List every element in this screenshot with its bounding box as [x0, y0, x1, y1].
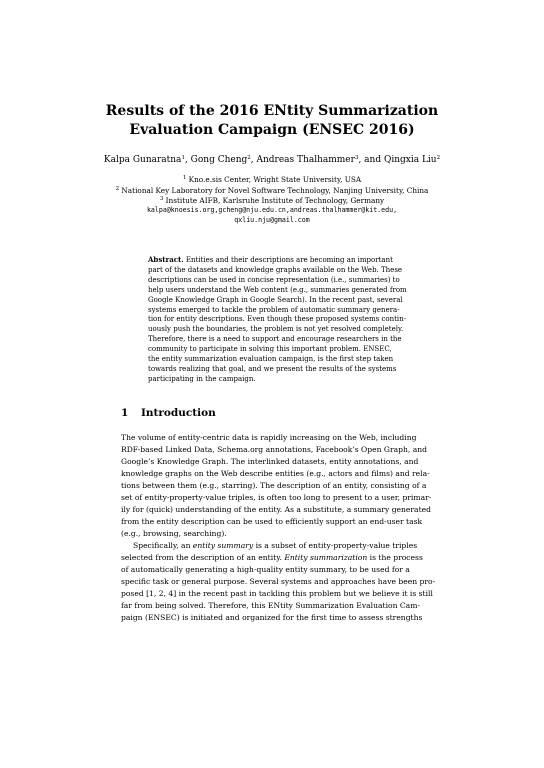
section-title: Introduction — [141, 407, 216, 419]
body-line: ily for (quick) understanding of the entity. As a substitute, a summary generated — [121, 505, 431, 514]
body-line: posed [1, 2, 4] in the recent past in tackling this problem but we believe it is still — [121, 589, 433, 598]
abstract-line: help users understand the Web content (e.g., summaries generated from — [148, 285, 407, 294]
email-line-1: kalpa@knoesis.org,gcheng@nju.edu.cn,andreas.thalhammer@kit.edu, — [146, 206, 398, 215]
abstract-label: Abstract. — [148, 255, 184, 264]
author-mark: 1 — [181, 155, 185, 161]
abstract-line: towards realizing that goal, and we present the results of the systems — [148, 364, 397, 373]
abstract-text: Entities and their descriptions are becoming an important — [185, 256, 393, 264]
abstract-line: participating in the campaign. — [148, 374, 256, 383]
affiliation — [0, 185, 544, 196]
author-name: Kalpa Gunaratna — [103, 155, 182, 165]
affiliation-mark: 3 — [159, 196, 164, 203]
section-heading — [121, 407, 216, 419]
affiliation — [0, 174, 544, 185]
emphasis-term: entity summary — [192, 541, 254, 550]
emphasis-term: Entity summarization — [284, 553, 368, 562]
body-line: paign (ENSEC) is initiated and organized for the first time to assess strengths — [121, 613, 423, 622]
author-name: Andreas Thalhammer — [256, 155, 355, 165]
paper-title — [0, 102, 544, 140]
affiliation-mark: 2 — [115, 185, 120, 192]
email-line-2: qxliu.nju@gmail.com — [234, 215, 310, 224]
affiliation-text: National Key Laboratory for Novel Software Technology, Nanjing University, China — [121, 185, 429, 195]
body-line: (e.g., browsing, searching). — [121, 529, 227, 538]
abstract-line: Therefore, there is a need to support and encourage researchers in the — [148, 335, 402, 344]
author-separator: , and — [358, 155, 384, 165]
body-text-run: is a subset of entity-property-value triples — [253, 541, 418, 550]
abstract — [148, 255, 418, 385]
body-text-run: is the process — [367, 553, 423, 562]
author-name: Qingxia Liu — [383, 155, 437, 165]
affiliation — [0, 195, 544, 206]
title-line-1: Results of the 2016 ENtity Summarization — [105, 103, 439, 119]
affiliation-text: Kno.e.sis Center, Wright State University, USA — [188, 175, 362, 184]
abstract-line: Google Knowledge Graph in Google Search). In the recent past, several — [148, 295, 403, 304]
affiliation-mark: 1 — [182, 175, 187, 181]
affiliations — [0, 174, 544, 226]
author-mark: 3 — [354, 155, 359, 161]
abstract-line: descriptions can be used in concise representation (i.e., summaries) to — [148, 275, 400, 284]
body-text — [121, 432, 441, 624]
abstract-line: uously push the boundaries, the problem is not yet resolved completely. — [148, 325, 404, 334]
body-line: specific task or general purpose. Several systems and approaches have been pro- — [121, 577, 436, 586]
abstract-line: the entity summarization evaluation campaign, is the first step taken — [148, 355, 394, 364]
abstract-line: part of the datasets and knowledge graphs available on the Web. These — [148, 265, 403, 274]
body-line: tions between them (e.g., starring). The description of an entity, consisting of a — [121, 481, 427, 490]
author-mark: 2 — [247, 155, 251, 161]
body-line: from the entity description can be used to efficiently support an end-user task — [121, 517, 423, 526]
abstract-line: systems emerged to tackle the problem of automatic summary genera- — [148, 305, 400, 314]
abstract-line: tion for entity descriptions. Even though these proposed systems contin- — [148, 315, 407, 324]
author-separator: , — [250, 155, 257, 165]
affiliation-text: Institute AIFB, Karlsruhe Institute of Technology, Germany — [165, 196, 385, 206]
body-line: Google’s Knowledge Graph. The interlinked datasets, entity annotations, and — [121, 457, 419, 466]
author-name: Gong Cheng — [190, 155, 248, 165]
body-line: RDF-based Linked Data, Schema.org annotations, Facebook’s Open Graph, and — [121, 445, 428, 454]
author-list — [0, 152, 544, 166]
body-line: of automatically generating a high-quality entity summary, to be used for a — [121, 565, 410, 574]
abstract-line: community to participate in solving this important problem. ENSEC, — [148, 345, 392, 354]
body-text-run: Specifically, an — [133, 541, 193, 550]
body-line: knowledge graphs on the Web describe entities (e.g., actors and films) and rela- — [121, 469, 430, 478]
author-separator: , — [184, 155, 191, 165]
section-number: 1 — [121, 407, 129, 419]
body-line: set of entity-property-value triples, is often too long to present to a user, primar- — [121, 493, 432, 502]
body-line — [121, 552, 441, 564]
title-line-2: Evaluation Campaign (ENSEC 2016) — [129, 122, 415, 138]
body-line: far from being solved. Therefore, this ENtity Summarization Evaluation Cam- — [121, 601, 420, 610]
body-line: The volume of entity-centric data is rapidly increasing on the Web, including — [121, 433, 417, 442]
body-text-run: selected from the description of an entity. — [121, 553, 285, 562]
body-line — [121, 540, 441, 552]
abstract-line — [148, 255, 418, 266]
author-mark: 2 — [436, 155, 441, 161]
